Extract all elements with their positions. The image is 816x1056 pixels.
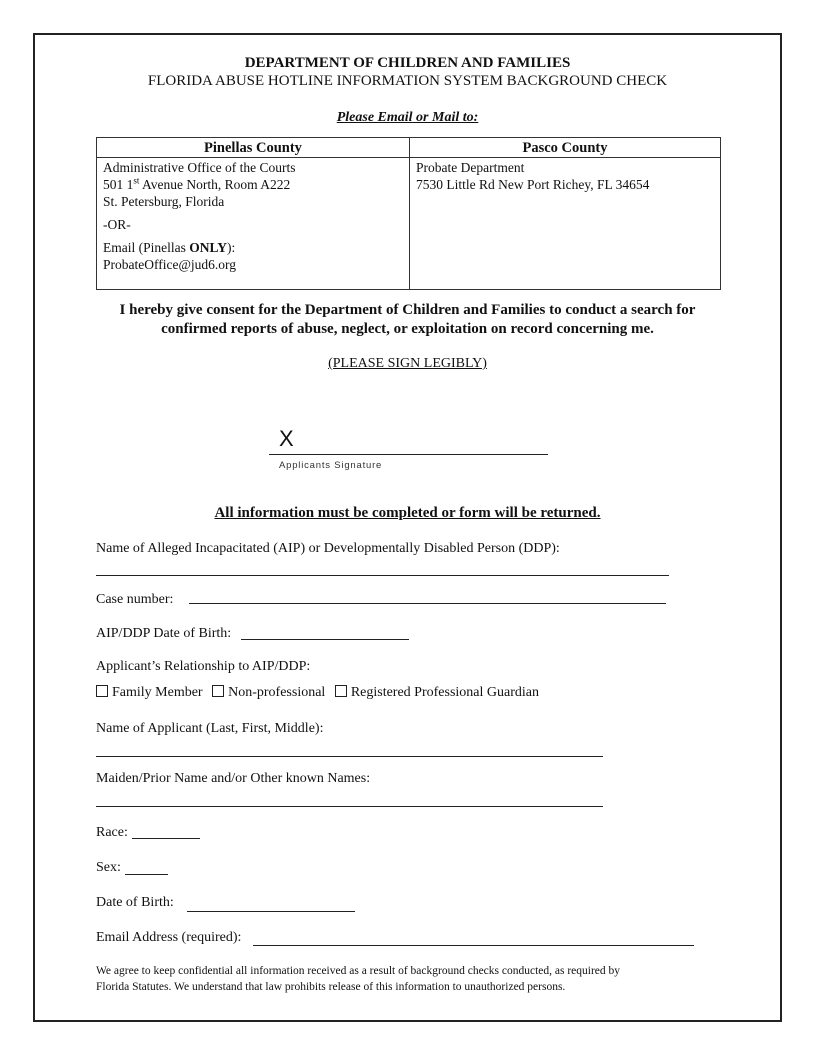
signature-x-mark: X <box>279 426 294 451</box>
signature-label: Applicants Signature <box>279 460 383 471</box>
consent-line2: confirmed reports of abuse, neglect, or exploitation on record concerning me. <box>161 321 654 337</box>
form-title: DEPARTMENT OF CHILDREN AND FAMILIES <box>244 55 571 71</box>
sex-label: Sex: <box>96 860 121 875</box>
footer-line1: We agree to keep confidential all information received as a result of background checks conducted, as required by <box>96 965 621 977</box>
or-separator: -OR- <box>103 217 131 232</box>
non-professional-checkbox[interactable] <box>212 685 224 697</box>
family-member-checkbox[interactable] <box>96 685 108 697</box>
pinellas-line2 <box>103 176 403 193</box>
sign-legibly-instruction: (PLEASE SIGN LEGIBLY) <box>328 356 487 371</box>
sign-legibly-wrapper <box>33 354 782 372</box>
consent-line1: I hereby give consent for the Department of Children and Families to conduct a search for <box>119 302 696 318</box>
applicant-name-label: Name of Applicant (Last, First, Middle): <box>96 721 324 736</box>
non-professional-label: Non-professional <box>228 685 326 700</box>
pinellas-line2-sup: st <box>133 175 140 186</box>
option-registered-guardian[interactable] <box>335 685 539 700</box>
pinellas-line2-prefix: 501 1 <box>103 177 134 192</box>
consent-statement <box>33 301 782 339</box>
signature-box[interactable] <box>269 388 548 498</box>
email-label-suffix: ): <box>227 240 236 255</box>
pasco-line2: 7530 Little Rd New Port Richey, FL 34654 <box>416 177 650 192</box>
pinellas-line2-suffix: Avenue North, Room A222 <box>139 177 291 192</box>
race-field[interactable] <box>132 838 200 839</box>
mail-to-heading: Please Email or Mail to: <box>336 110 479 125</box>
mail-to-wrapper <box>33 108 782 126</box>
pasco-heading: Pasco County <box>410 138 721 158</box>
family-member-label: Family Member <box>112 685 203 700</box>
email-label-bold: ONLY <box>189 240 227 255</box>
relationship-options <box>96 685 545 701</box>
pinellas-line1: Administrative Office of the Courts <box>103 160 296 175</box>
pinellas-line3: St. Petersburg, Florida <box>103 194 225 209</box>
confidentiality-statement <box>96 963 726 995</box>
email-field[interactable] <box>253 945 694 946</box>
option-family-member[interactable] <box>96 685 203 700</box>
pinellas-heading: Pinellas County <box>97 138 410 158</box>
dob-field[interactable] <box>187 911 355 912</box>
case-number-field[interactable] <box>189 603 666 604</box>
warning-wrapper <box>33 504 782 522</box>
registered-guardian-label: Registered Professional Guardian <box>350 685 539 700</box>
maiden-name-field[interactable] <box>96 806 603 807</box>
pinellas-address <box>97 158 410 290</box>
pasco-address <box>410 158 721 290</box>
race-label: Race: <box>96 825 128 840</box>
applicant-name-field[interactable] <box>96 756 603 757</box>
form-subtitle: FLORIDA ABUSE HOTLINE INFORMATION SYSTEM BACKGROUND CHECK <box>147 73 668 89</box>
dob-label: Date of Birth: <box>96 895 174 910</box>
aip-name-label: Name of Alleged Incapacitated (AIP) or Developmentally Disabled Person (DDP): <box>96 541 560 556</box>
relationship-label: Applicant’s Relationship to AIP/DDP: <box>96 659 311 674</box>
pasco-line1: Probate Department <box>416 160 525 175</box>
case-number-label: Case number: <box>96 592 174 607</box>
registered-guardian-checkbox[interactable] <box>335 685 347 697</box>
maiden-name-label: Maiden/Prior Name and/or Other known Names: <box>96 771 371 786</box>
footer-line2: Florida Statutes. We understand that law prohibits release of this information to unauthorized persons. <box>96 981 566 993</box>
address-table <box>96 137 721 290</box>
aip-name-field[interactable] <box>96 575 669 576</box>
option-non-professional[interactable] <box>212 685 325 700</box>
aip-dob-label: AIP/DDP Date of Birth: <box>96 626 232 641</box>
aip-dob-field[interactable] <box>241 639 409 640</box>
completion-warning: All information must be completed or form will be returned. <box>214 505 601 521</box>
email-label: Email Address (required): <box>96 930 242 945</box>
email-label-prefix: Email (Pinellas <box>103 240 190 255</box>
sex-field[interactable] <box>125 874 168 875</box>
signature-line[interactable] <box>269 454 548 455</box>
pinellas-email[interactable]: ProbateOffice@jud6.org <box>103 257 237 272</box>
pinellas-email-label <box>103 239 403 256</box>
